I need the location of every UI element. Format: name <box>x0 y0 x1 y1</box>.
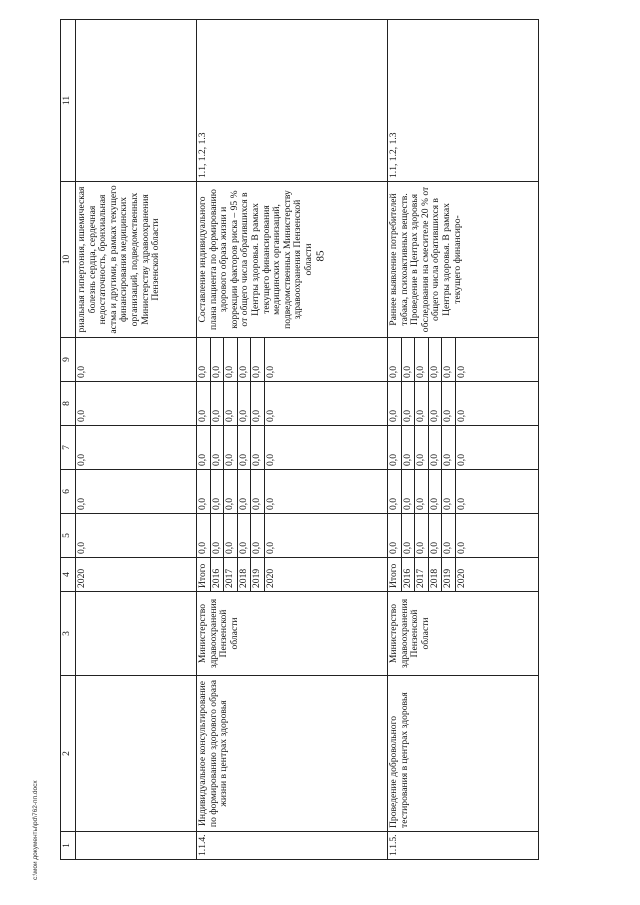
value-cell: 0,0 <box>428 338 442 382</box>
value-cell: 0,0 <box>442 514 456 558</box>
value-cell: 0,0 <box>224 470 238 514</box>
table-row <box>197 20 211 860</box>
header-cell: 6 <box>61 470 76 514</box>
value-cell: 0,0 <box>401 338 415 382</box>
value-cell: 0,0 <box>428 382 442 426</box>
value-cell: 0,0 <box>387 514 401 558</box>
value-cell: 0,0 <box>455 382 538 426</box>
value-cell: 0,0 <box>197 470 211 514</box>
value-cell: 0,0 <box>455 426 538 470</box>
period-label: 2017 <box>224 558 238 592</box>
item-number: 1.1.4. <box>197 832 388 860</box>
period-label: 2020 <box>264 558 387 592</box>
period-label: Итого <box>197 558 211 592</box>
value-cell: 0,0 <box>237 514 251 558</box>
description-cell: Составление индивидуального плана пациента по формированию здорового образа жизни и коррекции факторов риска – 95 % от общего числа обратившихся в Центры здоровья. В рамках текущего финансирования медицинских организаций, подведомственных Министерству здравоохранения Пензенской области <box>197 182 388 338</box>
value-cell: 0,0 <box>442 338 456 382</box>
value-cell: 0,0 <box>455 514 538 558</box>
value-cell: 0,0 <box>415 514 429 558</box>
value-cell: 0,0 <box>197 338 211 382</box>
value-cell: 0,0 <box>197 382 211 426</box>
item-number: 1.1.5. <box>387 832 538 860</box>
value-cell: 0,0 <box>251 382 265 426</box>
item-name: Индивидуальное консультирование по формированию здорового образа жизни в центрах здоровья <box>197 676 388 832</box>
value-cell: 0,0 <box>264 514 387 558</box>
value-cell: 0,0 <box>264 470 387 514</box>
period-label: 2016 <box>401 558 415 592</box>
value-cell: 0,0 <box>401 514 415 558</box>
header-cell: 8 <box>61 382 76 426</box>
value-cell: 0,0 <box>442 382 456 426</box>
page-number: 85 <box>314 250 326 262</box>
period-label: 2016 <box>210 558 224 592</box>
header-cell: 5 <box>61 514 76 558</box>
file-path-footer: c:\мои документы\pd\762-пп.docx <box>32 780 39 880</box>
period-label: 2018 <box>428 558 442 592</box>
value-cell: 0,0 <box>387 382 401 426</box>
value-cell: 0,0 <box>237 426 251 470</box>
description-cell: Раннее выявление потребителей табака, психоактивных веществ. Проведение в Центрах здоровья обследования на смесителе 20 % от общего числа обратившихся в Центры здоровья. В рамках текущего финансиро- <box>387 182 538 338</box>
item-name: Проведение добровольного тестирования в центрах здоровья <box>387 676 538 832</box>
value-cell: 0,0 <box>237 470 251 514</box>
value-cell: 0,0 <box>76 338 197 382</box>
period-label: 2017 <box>415 558 429 592</box>
value-cell: 0,0 <box>224 426 238 470</box>
table-row <box>387 20 401 860</box>
value-cell: 0,0 <box>442 426 456 470</box>
period-label: 2019 <box>251 558 265 592</box>
value-cell: 0,0 <box>428 514 442 558</box>
value-cell: 0,0 <box>401 426 415 470</box>
header-cell: 9 <box>61 338 76 382</box>
value-cell: 0,0 <box>455 470 538 514</box>
value-cell: 0,0 <box>237 338 251 382</box>
period-label: 2018 <box>237 558 251 592</box>
value-cell: 0,0 <box>224 338 238 382</box>
value-cell: 0,0 <box>415 382 429 426</box>
header-cell: 11 <box>61 20 76 182</box>
header-cell: 10 <box>61 182 76 338</box>
value-cell: 0,0 <box>251 426 265 470</box>
value-cell: 0,0 <box>455 338 538 382</box>
header-cell: 7 <box>61 426 76 470</box>
header-cell: 1 <box>61 832 76 860</box>
value-cell: 0,0 <box>401 470 415 514</box>
value-cell: 0,0 <box>387 426 401 470</box>
value-cell: 0,0 <box>210 382 224 426</box>
rotated-table-container <box>60 20 598 860</box>
header-cell: 4 <box>61 558 76 592</box>
value-cell: 0,0 <box>197 514 211 558</box>
indicators-cell: 1.1, 1.2, 1.3 <box>387 20 538 182</box>
period-label: Итого <box>387 558 401 592</box>
program-table <box>60 19 539 860</box>
value-cell: 0,0 <box>210 470 224 514</box>
year-cell: 2020 <box>76 558 197 592</box>
value-cell: 0,0 <box>76 382 197 426</box>
value-cell: 0,0 <box>428 470 442 514</box>
item-executor: Министерство здравоохранения Пензенской области <box>197 592 388 676</box>
period-label: 2019 <box>442 558 456 592</box>
value-cell: 0,0 <box>401 382 415 426</box>
value-cell: 0,0 <box>251 514 265 558</box>
value-cell: 0,0 <box>264 426 387 470</box>
description-cell: риальная гипертония, ишемическая болезнь сердца, сердечная недостаточность, бронхиальная астма и другими, в рамках текущего финансирования медицинских организаций, подведомственных Министерству здравоохранения Пензенской области <box>76 182 197 338</box>
value-cell: 0,0 <box>224 382 238 426</box>
value-cell: 0,0 <box>210 426 224 470</box>
value-cell: 0,0 <box>197 426 211 470</box>
period-label: 2020 <box>455 558 538 592</box>
header-cell: 3 <box>61 592 76 676</box>
value-cell: 0,0 <box>387 338 401 382</box>
value-cell: 0,0 <box>76 426 197 470</box>
value-cell: 0,0 <box>415 426 429 470</box>
value-cell: 0,0 <box>415 338 429 382</box>
value-cell: 0,0 <box>428 426 442 470</box>
header-cell: 2 <box>61 676 76 832</box>
item-executor: Министерство здравоохранения Пензенской области <box>387 592 538 676</box>
value-cell: 0,0 <box>210 338 224 382</box>
value-cell: 0,0 <box>251 470 265 514</box>
value-cell: 0,0 <box>224 514 238 558</box>
indicators-cell: 1.1, 1.2, 1.3 <box>197 20 388 182</box>
value-cell: 0,0 <box>264 382 387 426</box>
value-cell: 0,0 <box>264 338 387 382</box>
value-cell: 0,0 <box>210 514 224 558</box>
value-cell: 0,0 <box>76 470 197 514</box>
value-cell: 0,0 <box>237 382 251 426</box>
value-cell: 0,0 <box>76 514 197 558</box>
value-cell: 0,0 <box>251 338 265 382</box>
table-row-continuation <box>76 20 197 860</box>
header-row <box>61 20 76 860</box>
value-cell: 0,0 <box>415 470 429 514</box>
value-cell: 0,0 <box>387 470 401 514</box>
value-cell: 0,0 <box>442 470 456 514</box>
